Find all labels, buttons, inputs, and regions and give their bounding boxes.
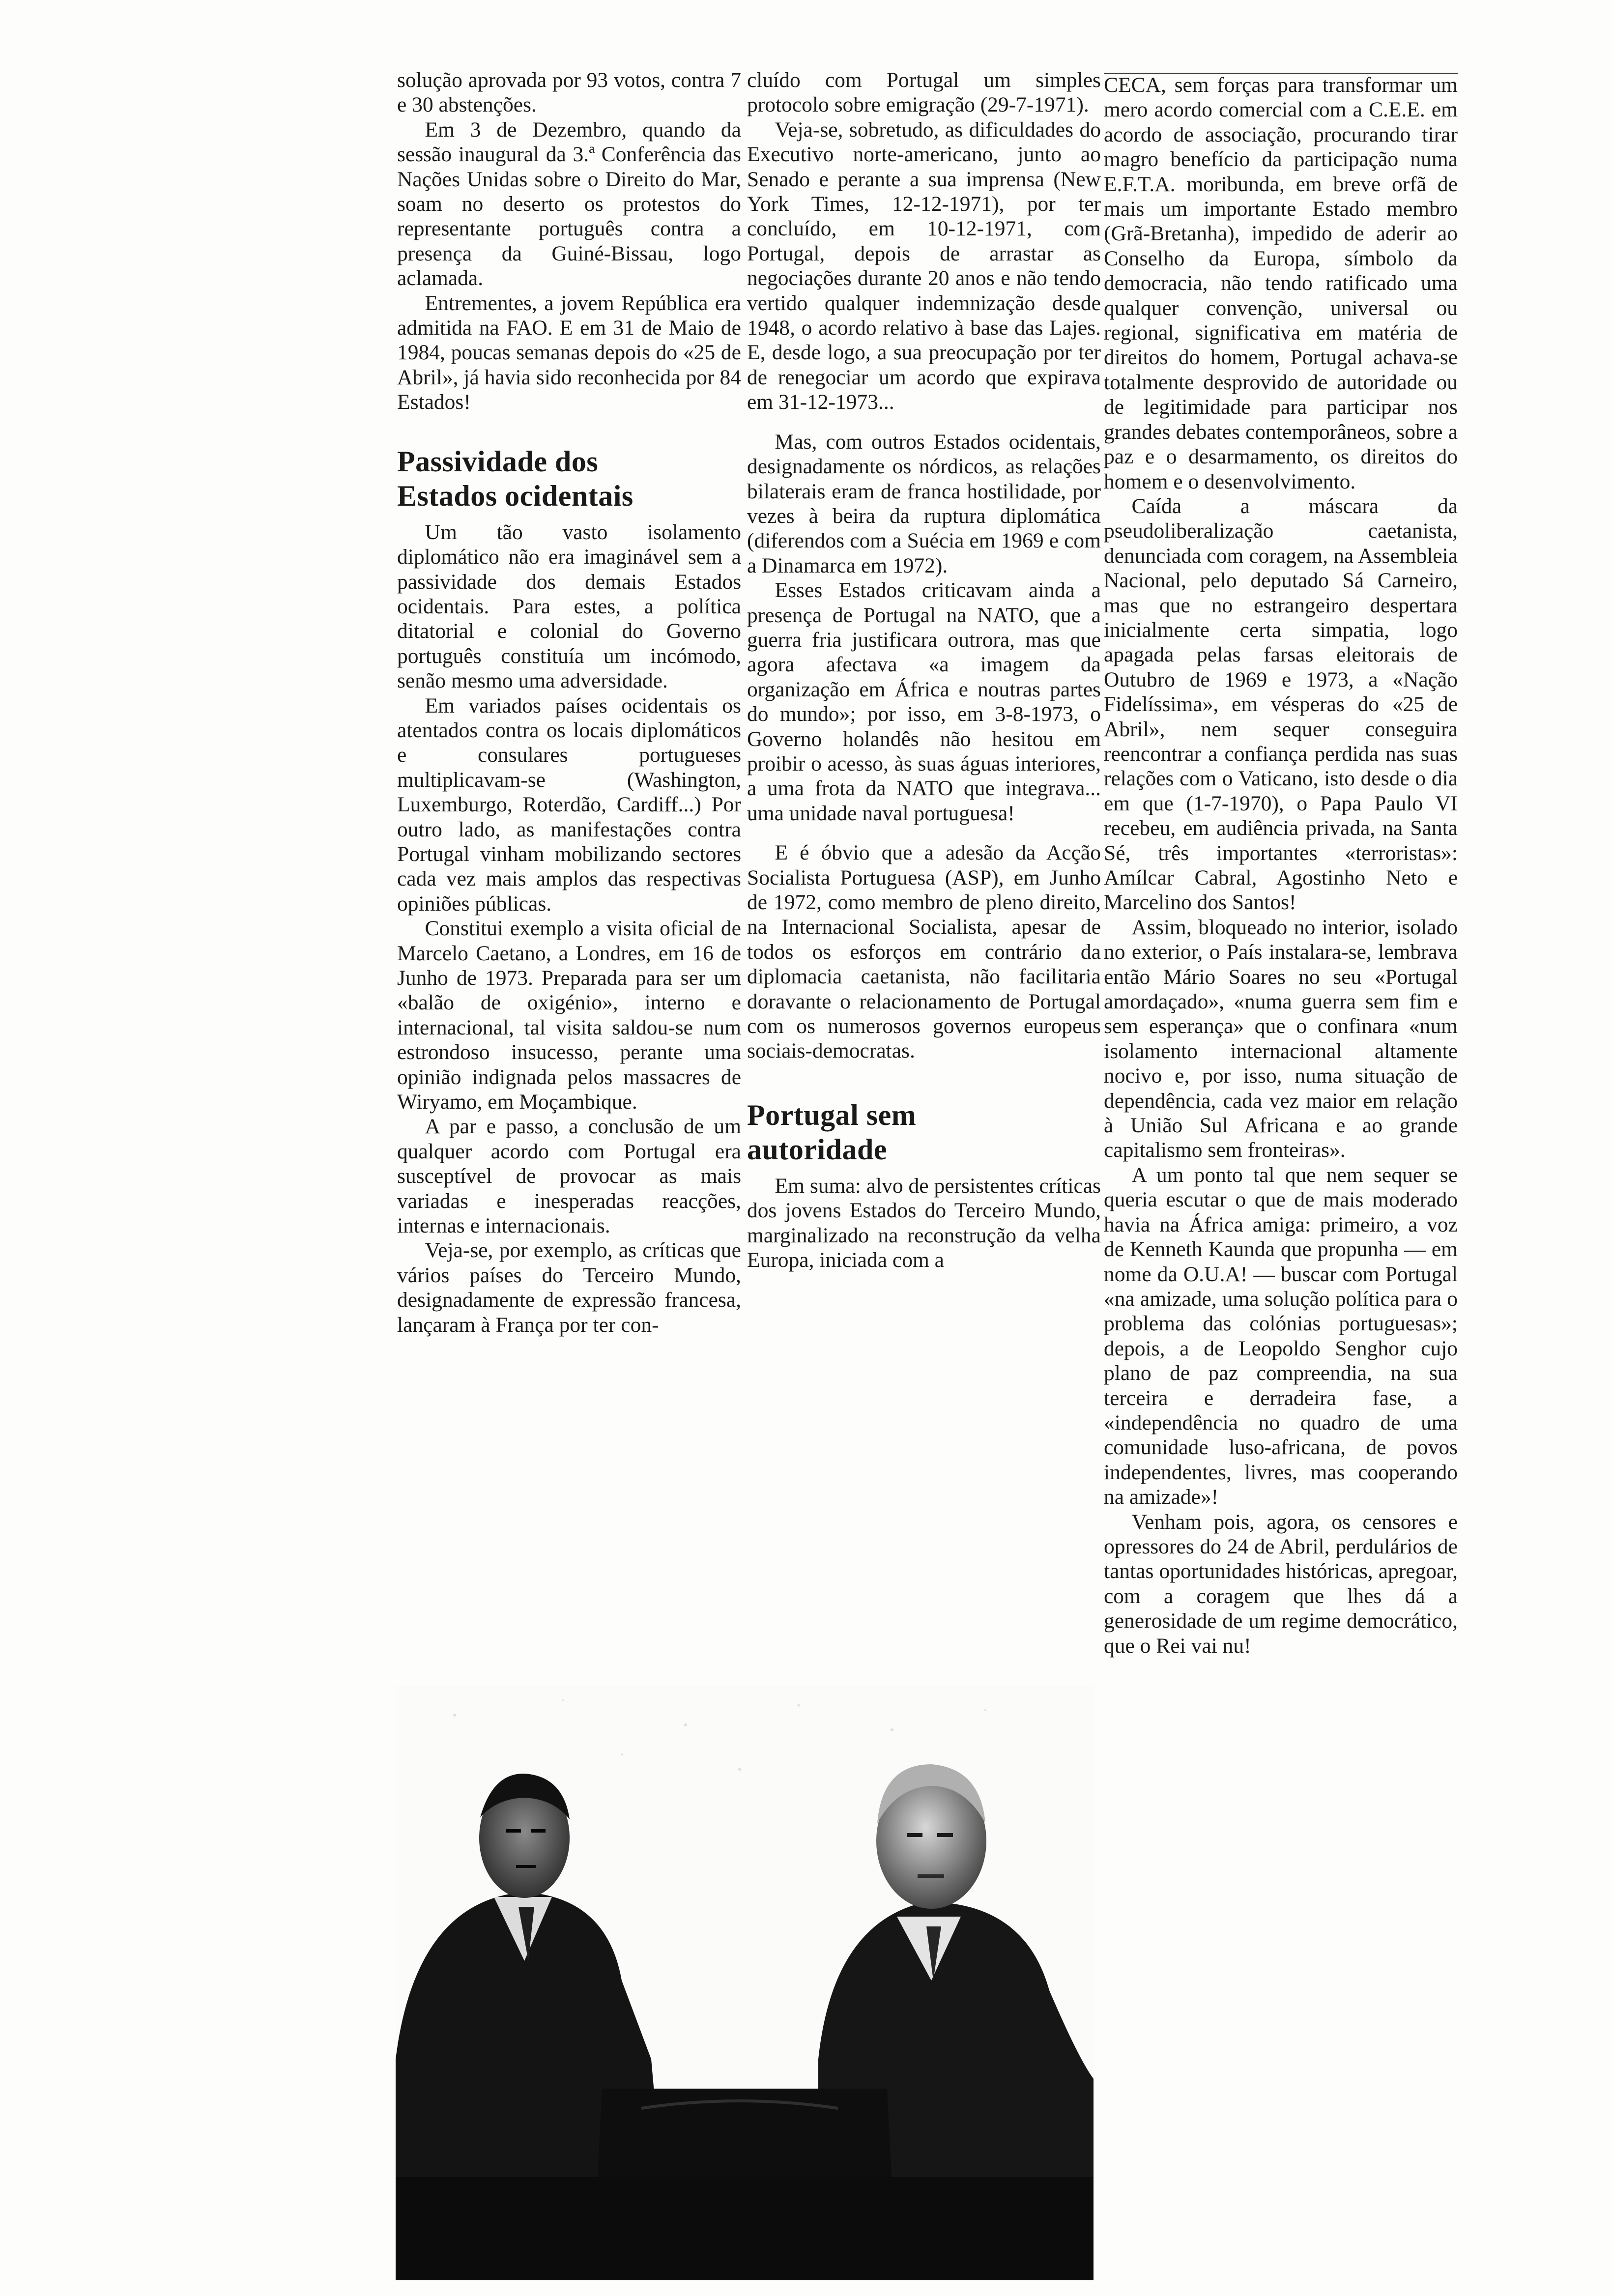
paragraph: Em suma: alvo de persistentes críticas dos jovens Estados do Terceiro Mundo, marginalizado na reconstrução da velha Europa, iniciada com a [747,1174,1101,1272]
paragraph: Um tão vasto isolamento diplomático não era imaginável sem a passividade dos demais Estados ocidentais. Para estes, a política ditatorial e colonial do Governo português constituía um incómodo, senão mesmo uma adversidade. [397,520,741,693]
paragraph: Venham pois, agora, os censores e opressores do 24 de Abril, perdulários de tantas oportunidades históricas, apregoar, com a coragem que lhes dá a generosidade de um regime democrático, que o Rei vai nu! [1104,1510,1458,1658]
paragraph: E é óbvio que a adesão da Acção Socialista Portuguesa (ASP), em Junho de 1972, como membro de pleno direito, na Internacional Socialista, apesar de todos os esforços em contrário da diplomacia caetanista, não facilitaria doravante o relacionamento de Portugal com os numerosos governos europeus sociais-democratas. [747,841,1101,1063]
section-heading-portugal-sem-autoridade [747,1098,1101,1167]
paragraph: CECA, sem forças para transformar um mero acordo comercial com a C.E.E. em acordo de associação, procurando tirar magro benefício da participação numa E.F.T.A. moribunda, em breve orfã de mais um importante Estado membro (Grã-Bretanha), impedido de aderir ao Conselho da Europa, símbolo da democracia, não tendo ratificado uma qualquer convenção, universal ou regional, significativa em matéria de direitos do homem, Portugal achava-se totalmente desprovido de autoridade ou de legitimidade para participar nos grandes debates contemporâneos, sobre a paz e o desarmamento, os direitos do homem e o desenvolvimento. [1104,73,1458,493]
paragraph: Em 3 de Dezembro, quando da sessão inaugural da 3.ª Conferência das Nações Unidas sobre o Direito do Mar, soam no deserto os protestos do representante português contra a presença da Guiné-Bissau, logo aclamada. [397,117,741,290]
article-column-2 [747,68,1101,1272]
photo-two-men-meeting [396,1686,1094,2280]
paragraph: solução aprovada por 93 votos, contra 7 e 30 abstenções. [397,68,741,117]
paragraph: cluído com Portugal um simples protocolo sobre emigração (29-7-1971). [747,68,1101,117]
paragraph: Caída a máscara da pseudoliberalização caetanista, denunciada com coragem, na Assembleia Nacional, pelo deputado Sá Carneiro, mas que no estrangeiro despertara inicialmente certa simpatia, logo apagada pelas farsas eleitorais de Outubro de 1969 e 1973, a «Nação Fidelíssima», em vésperas do «25 de Abril», nem sequer conseguira reencontrar a confiança perdida nas suas relações com o Vaticano, isto desde o dia em que (1-7-1970), o Papa Paulo VI recebeu, em audiência privada, na Santa Sé, três importantes «terroristas»: Amílcar Cabral, Agostinho Neto e Marcelino dos Santos! [1104,494,1458,915]
article-column-3 [1104,73,1458,1658]
paragraph: A um ponto tal que nem sequer se queria escutar o que de mais moderado havia na África amiga: primeiro, a voz de Kenneth Kaunda que propunha — em nome da O.U.A! — buscar com Portugal «na amizade, uma solução política para o problema das colónias portuguesas»; depois, a de Leopoldo Senghor cujo plano de paz compreendia, na sua terceira e derradeira fase, a «independência no quadro de uma comunidade luso-africana, de povos independentes, livres, mas cooperando na amizade»! [1104,1163,1458,1509]
news-photograph [396,1686,1094,2280]
paragraph: Esses Estados criticavam ainda a presença de Portugal na NATO, que a guerra fria justificara outrora, mas que agora afectava «a imagem da organização em África e noutras partes do mundo»; por isso, em 3-8-1973, o Governo holandês não hesitou em proibir o acesso, às suas águas interiores, a uma frota da NATO que integrava... uma unidade naval portuguesa! [747,578,1101,825]
heading-line: Estados ocidentais [397,479,633,512]
article-column-1 [397,68,741,1337]
paragraph: Mas, com outros Estados ocidentais, designadamente os nórdicos, as relações bilaterais eram de franca hostilidade, por vezes à beira da ruptura diplomática (diferendos com a Suécia em 1969 e com a Dinamarca em 1972). [747,430,1101,577]
paragraph: Veja-se, sobretudo, as dificuldades do Executivo norte-americano, junto ao Senado e perante a sua imprensa (New York Times, 12-12-1971), por ter concluído, em 10-12-1971, com Portugal, depois de arrastar as negociações durante 20 anos e não tendo vertido qualquer indemnização desde 1948, o acordo relativo à base das Lajes. E, desde logo, a sua preocupação por ter de renegociar um acordo que expirava em 31-12-1973... [747,117,1101,414]
paragraph: A par e passo, a conclusão de um qualquer acordo com Portugal era susceptível de provocar as mais variadas e inesperadas reacções, internas e internacionais. [397,1115,741,1238]
paragraph: Veja-se, por exemplo, as críticas que vários países do Terceiro Mundo, designadamente de expressão francesa, lançaram à França por ter con- [397,1238,741,1337]
heading-line: Portugal sem [747,1098,917,1131]
paragraph: Em variados países ocidentais os atentados contra os locais diplomáticos e consulares portugueses multiplicavam-se (Washington, Luxemburgo, Roterdão, Cardiff...) Por outro lado, as manifestações contra Portugal vinham mobilizando sectores cada vez mais amplos das respectivas opiniões públicas. [397,693,741,916]
paragraph: Assim, bloqueado no interior, isolado no exterior, o País instalara-se, lembrava então Mário Soares no seu «Portugal amordaçado», «numa guerra sem fim e sem esperança» que o confinara «num isolamento internacional altamente nocivo e, por isso, numa situação de dependência, cada vez maior em relação à União Sul Africana e ao grande capitalismo sem fronteiras». [1104,915,1458,1162]
heading-line: Passividade dos [397,445,599,478]
section-heading-passividade [397,444,741,513]
paragraph: Entrementes, a jovem República era admitida na FAO. E em 31 de Maio de 1984, poucas semanas depois do «25 de Abril», já havia sido reconhecida por 84 Estados! [397,291,741,414]
paragraph: Constitui exemplo a visita oficial de Marcelo Caetano, a Londres, em 16 de Junho de 1973. Preparada para ser um «balão de oxigénio», interno e internacional, tal visita saldou-se num estrondoso insucesso, perante uma opinião indignada pelos massacres de Wiryamo, em Moçambique. [397,917,741,1114]
heading-line: autoridade [747,1133,888,1166]
